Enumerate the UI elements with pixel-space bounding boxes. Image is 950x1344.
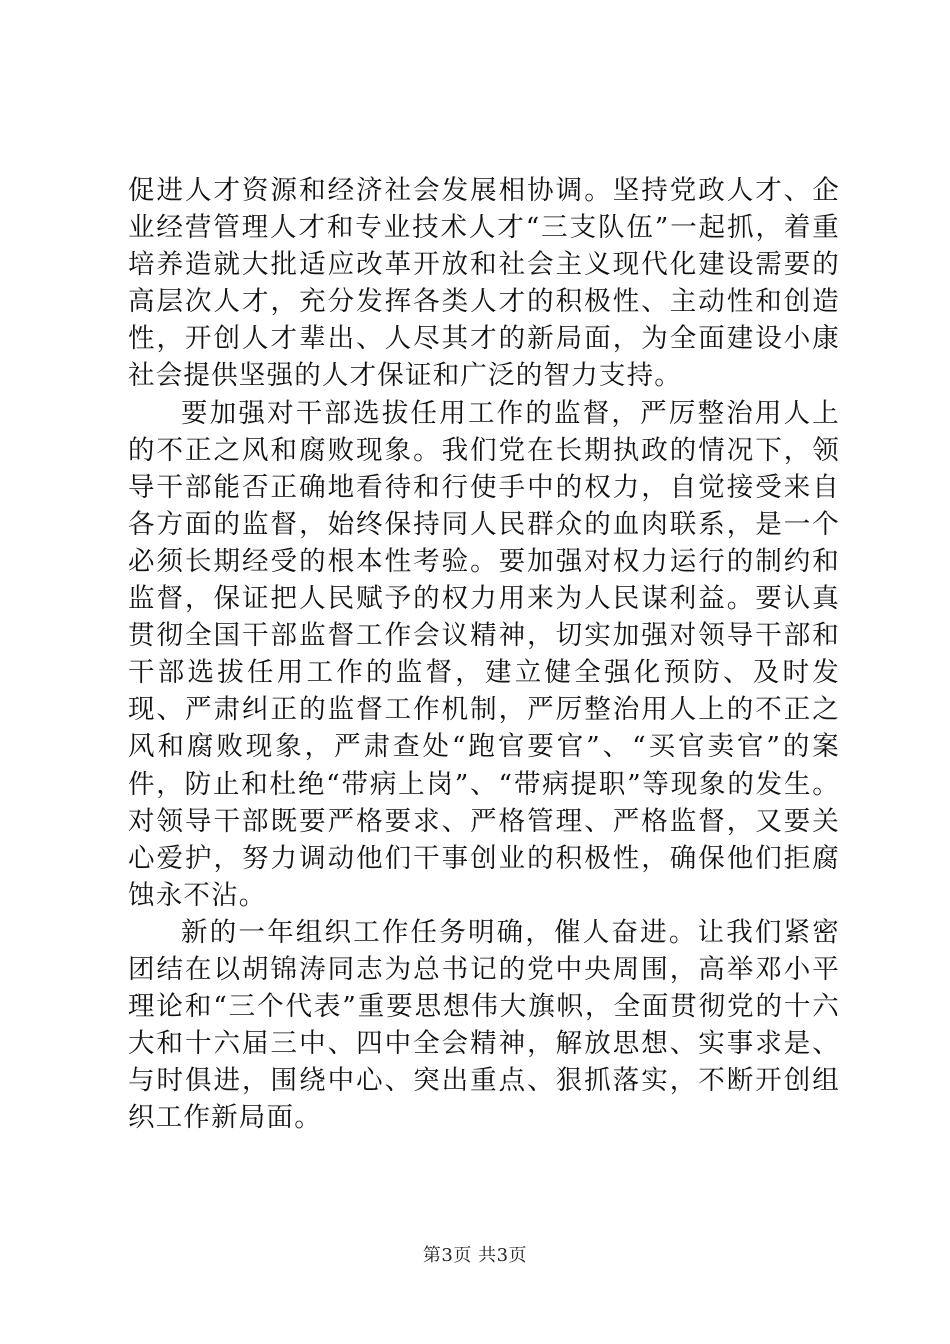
paragraph-conclusion: 新的一年组织工作任务明确，催人奋进。让我们紧密团结在以胡锦涛同志为总书记的党中央周围，高举邓小平理论和“三个代表”重要思想伟大旗帜，全面贯彻党的十六大和十六届三中、四中全会精神，解放思想、实事求是、与时俱进，围绕中心、突出重点、狠抓落实，不断开创组织工作新局面。 <box>128 916 840 1134</box>
paragraph-cadre-supervision: 要加强对干部选拔任用工作的监督，严厉整治用人上的不正之风和腐败现象。我们党在长期执政的情况下，领导干部能否正确地看待和行使手中的权力，自觉接受来自各方面的监督，始终保持同人民群众的血肉联系，是一个必须长期经受的根本性考验。要加强对权力运行的制约和监督，保证把人民赋予的权力用来为人民谋利益。要认真贯彻全国干部监督工作会议精神，切实加强对领导干部和干部选拔任用工作的监督，建立健全强化预防、及时发现、严肃纠正的监督工作机制，严厉整治用人上的不正之风和腐败现象，严肃查处“跑官要官”、“买官卖官”的案件，防止和杜绝“带病上岗”、“带病提职”等现象的发生。对领导干部既要严格要求、严格管理、严格监督，又要关心爱护，努力调动他们干事创业的积极性，确保他们拒腐蚀永不沾。 <box>128 397 840 911</box>
page-number-footer: 第3页 共3页 <box>422 1245 528 1266</box>
document-body <box>128 172 840 1136</box>
paragraph-continuation: 促进人才资源和经济社会发展相协调。坚持党政人才、企业经营管理人才和专业技术人才“三支队伍”一起抓，着重培养造就大批适应改革开放和社会主义现代化建设需要的高层次人才，充分发挥各类人才的积极性、主动性和创造性，开创人才辈出、人尽其才的新局面，为全面建设小康社会提供坚强的人才保证和广泛的智力支持。 <box>128 175 840 392</box>
